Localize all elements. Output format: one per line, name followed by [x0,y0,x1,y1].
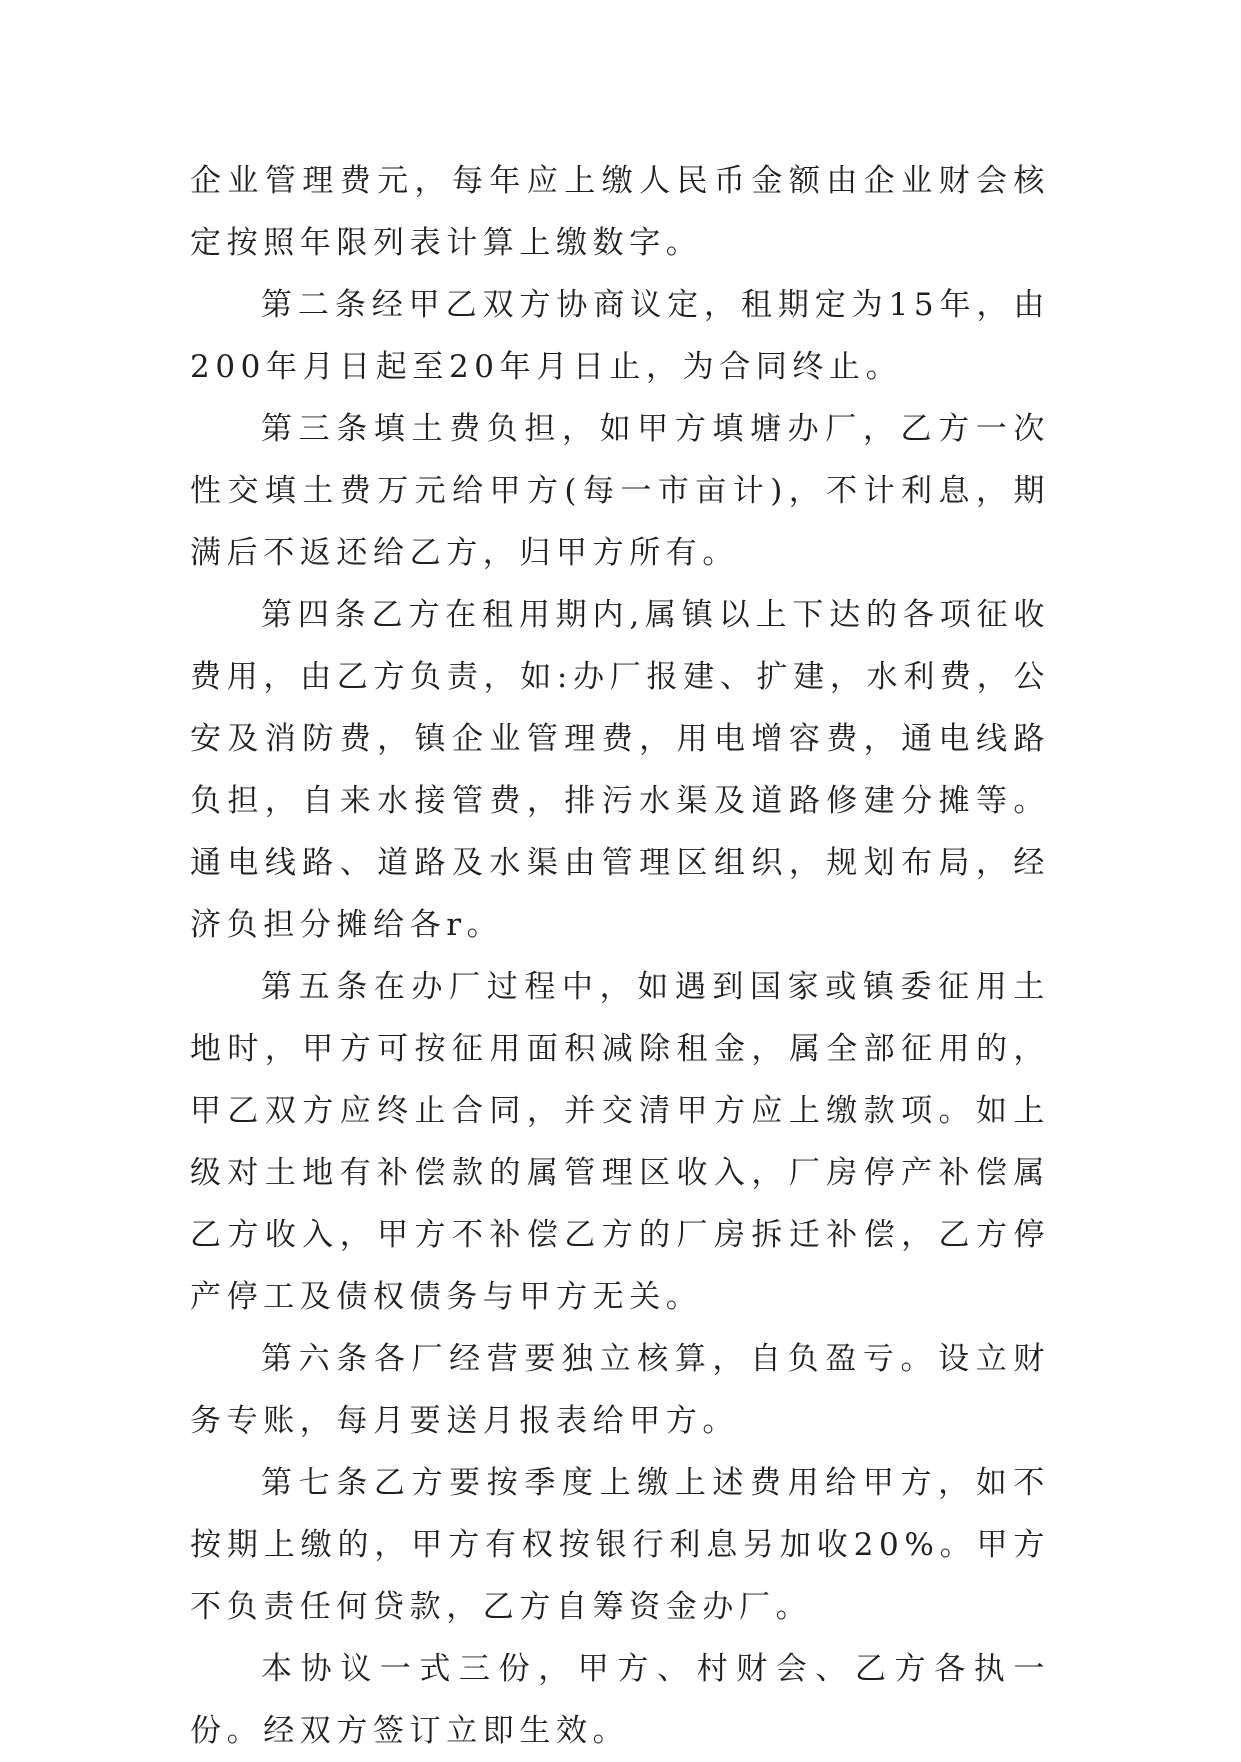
paragraph-management-fee: 企业管理费元，每年应上缴人民币金额由企业财会核定按照年限列表计算上缴数字。 [190,163,1050,261]
paragraph-closing: 本协议一式三份，甲方、村财会、乙方各执一份。经双方签订立即生效。 [190,1651,1050,1749]
paragraph-article-2: 第二条经甲乙双方协商议定，租期定为15年，由200年月日起至20年月日止，为合同终止。 [190,287,1050,385]
paragraph-article-7: 第七条乙方要按季度上缴上述费用给甲方，如不按期上缴的，甲方有权按银行利息另加收20%。甲方不负责任何贷款，乙方自筹资金办厂。 [190,1465,1050,1625]
document-page [190,150,1050,1762]
paragraph-article-4: 第四条乙方在租用期内,属镇以上下达的各项征收费用，由乙方负责，如:办厂报建、扩建，水利费，公安及消防费，镇企业管理费，用电增容费，通电线路负担，自来水接管费，排污水渠及道路修建分摊等。通电线路、道路及水渠由管理区组织，规划布局，经济负担分摊给各r。 [190,597,1050,943]
paragraph-article-5: 第五条在办厂过程中，如遇到国家或镇委征用土地时，甲方可按征用面积减除租金，属全部征用的，甲乙双方应终止合同，并交清甲方应上缴款项。如上级对土地有补偿款的属管理区收入，厂房停产补偿属乙方收入，甲方不补偿乙方的厂房拆迁补偿，乙方停产停工及债权债务与甲方无关。 [190,969,1050,1315]
paragraph-article-3: 第三条填土费负担，如甲方填塘办厂，乙方一次性交填土费万元给甲方(每一市亩计)，不计利息，期满后不返还给乙方，归甲方所有。 [190,411,1050,571]
paragraph-article-6: 第六条各厂经营要独立核算，自负盈亏。设立财务专账，每月要送月报表给甲方。 [190,1341,1050,1439]
